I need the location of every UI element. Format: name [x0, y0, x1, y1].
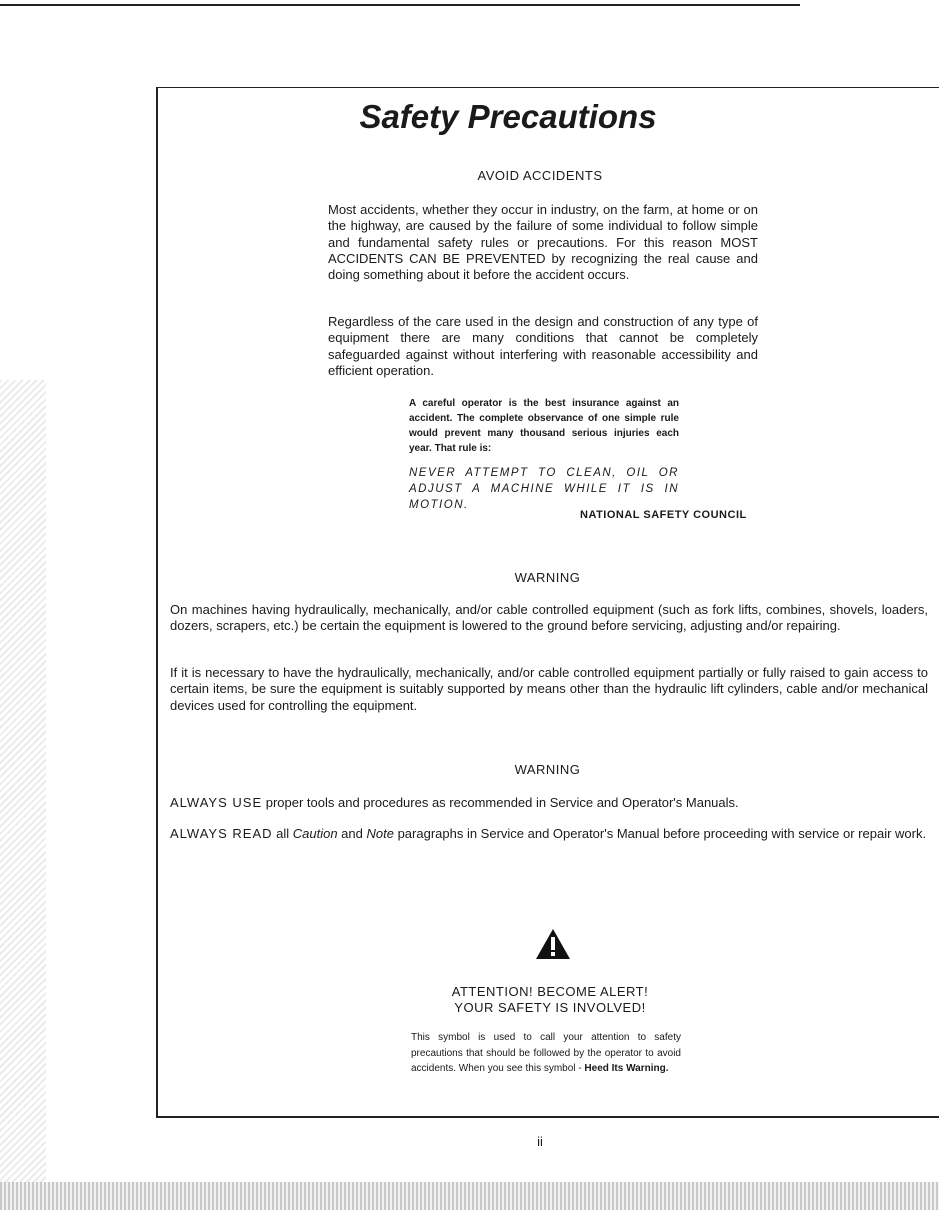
scan-edge-bottom	[0, 1182, 939, 1210]
warning1-paragraph-2: If it is necessary to have the hydraulically, mechanically, and/or cable controlled equipment partially or fully raised to gain access to certain items, be sure the equipment is suitably supported by means other than the hydraulic lift cylinders, cable and/or mechanical devices used for controlling the equipment.	[170, 665, 928, 713]
safety-rule: NEVER ATTEMPT TO CLEAN, OIL OR ADJUST A MACHINE WHILE IT IS IN MOTION.	[409, 467, 679, 511]
attention-line-2: YOUR SAFETY IS INVOLVED!	[454, 1000, 646, 1015]
symbol-explanation	[411, 1030, 681, 1077]
top-rule	[0, 4, 800, 6]
warning-triangle-icon	[535, 928, 571, 960]
attention-line-1: ATTENTION! BECOME ALERT!	[451, 984, 649, 999]
scan-edge-left	[0, 380, 46, 1210]
note-term: Note	[366, 826, 394, 841]
avoid-paragraph-1: Most accidents, whether they occur in industry, on the farm, at home or on the highway, are caused by the failure of some individual to follow simple and fundamental safety rules or precautions. For this reason MOST ACCIDENTS CAN BE PREVENTED by recognizing the real cause and doing something about it before the accident occurs.	[328, 202, 758, 283]
warning-heading-2: WARNING	[514, 762, 581, 777]
symbol-explanation-text: This symbol is used to call your attention to safety precautions that should be followed by the operator to avoid accidents. When you see this symbol -	[411, 1032, 681, 1074]
quote-paragraph: A careful operator is the best insurance against an accident. The complete observance of one simple rule would prevent many thousand serious injuries each year. That rule is:	[409, 398, 679, 454]
heed-warning-text: Heed Its Warning.	[584, 1063, 669, 1074]
avoid-accidents-heading: AVOID ACCIDENTS	[477, 168, 603, 183]
attention-heading	[400, 984, 700, 1016]
always-read-line	[170, 826, 928, 842]
warning1-paragraph-1: On machines having hydraulically, mechanically, and/or cable controlled equipment (such as fork lifts, combines, shovels, loaders, dozers, scrapers, etc.) be certain the equipment is lowered to the ground before servicing, adjusting and/or repairing.	[170, 602, 928, 634]
avoid-paragraph-2: Regardless of the care used in the design and construction of any type of equipment there are many conditions that cannot be completely safeguarded against without interfering with reasonable accessibility and efficient operation.	[328, 314, 758, 378]
caution-term: Caution	[292, 826, 338, 841]
always-use-lead: ALWAYS USE	[170, 795, 263, 810]
page-number: ii	[537, 1134, 543, 1149]
always-read-text-b: and	[337, 826, 367, 841]
warning-heading-1: WARNING	[514, 570, 581, 585]
always-read-text-c: paragraphs in Service and Operator's Manual before proceeding with service or repair work.	[393, 826, 927, 841]
source-attribution: NATIONAL SAFETY COUNCIL	[580, 509, 747, 521]
page-title: Safety Precautions	[359, 98, 657, 135]
always-read-lead: ALWAYS READ	[170, 826, 273, 841]
always-read-text-a: all	[272, 826, 293, 841]
always-use-text: proper tools and procedures as recommended in Service and Operator's Manuals.	[262, 795, 739, 810]
always-use-line	[170, 795, 928, 811]
